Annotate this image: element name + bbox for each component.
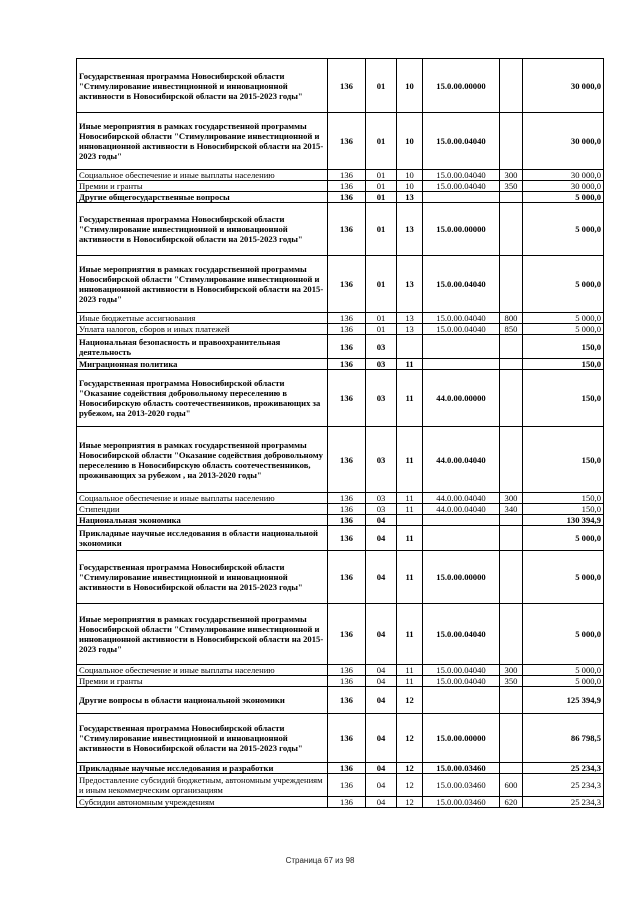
cell-section-code: 01: [366, 181, 397, 192]
cell-name: Национальная безопасность и правоохранительная деятельность: [77, 335, 328, 359]
cell-amount: 5 000,0: [523, 324, 604, 335]
cell-department-code: 136: [328, 493, 366, 504]
cell-expense-type: 600: [500, 774, 523, 797]
cell-department-code: 136: [328, 526, 366, 551]
cell-expense-type: [500, 427, 523, 493]
cell-amount: 150,0: [523, 427, 604, 493]
cell-amount: 30 000,0: [523, 113, 604, 170]
table-row: [77, 763, 604, 774]
cell-expense-type: [500, 192, 523, 203]
cell-amount: 30 000,0: [523, 59, 604, 113]
cell-expense-type: 800: [500, 313, 523, 324]
cell-subsection-code: 11: [397, 604, 423, 665]
cell-target-article: [423, 359, 500, 370]
cell-amount: 5 000,0: [523, 256, 604, 313]
cell-name: Стипендии: [77, 504, 328, 515]
cell-target-article: [423, 687, 500, 714]
cell-amount: 130 394,9: [523, 515, 604, 526]
cell-section-code: 04: [366, 551, 397, 604]
cell-amount: 5 000,0: [523, 203, 604, 256]
cell-subsection-code: 10: [397, 59, 423, 113]
table-row: [77, 359, 604, 370]
cell-target-article: 15.0.00.04040: [423, 676, 500, 687]
cell-subsection-code: 11: [397, 370, 423, 427]
cell-subsection-code: 11: [397, 427, 423, 493]
cell-department-code: 136: [328, 676, 366, 687]
cell-expense-type: [500, 687, 523, 714]
cell-department-code: 136: [328, 170, 366, 181]
cell-target-article: 15.0.00.03460: [423, 797, 500, 808]
cell-subsection-code: 13: [397, 203, 423, 256]
cell-target-article: [423, 526, 500, 551]
cell-expense-type: [500, 526, 523, 551]
cell-amount: 5 000,0: [523, 192, 604, 203]
cell-subsection-code: [397, 515, 423, 526]
cell-section-code: 04: [366, 714, 397, 763]
cell-department-code: 136: [328, 370, 366, 427]
cell-target-article: 44.0.00.04040: [423, 493, 500, 504]
cell-target-article: 15.0.00.00000: [423, 551, 500, 604]
cell-target-article: [423, 335, 500, 359]
cell-department-code: 136: [328, 427, 366, 493]
cell-name: Предоставление субсидий бюджетным, автономным учреждениям и иным некоммерческим организациям: [77, 774, 328, 797]
cell-subsection-code: 13: [397, 192, 423, 203]
budget-table: [76, 58, 604, 808]
cell-subsection-code: 10: [397, 181, 423, 192]
cell-section-code: 04: [366, 604, 397, 665]
cell-expense-type: [500, 515, 523, 526]
cell-name: Иные бюджетные ассигнования: [77, 313, 328, 324]
cell-subsection-code: 11: [397, 676, 423, 687]
cell-section-code: 04: [366, 515, 397, 526]
cell-amount: 5 000,0: [523, 604, 604, 665]
cell-department-code: 136: [328, 181, 366, 192]
cell-subsection-code: 11: [397, 359, 423, 370]
cell-section-code: 03: [366, 504, 397, 515]
budget-table-body: [77, 59, 604, 808]
cell-expense-type: 300: [500, 665, 523, 676]
cell-expense-type: 620: [500, 797, 523, 808]
table-row: [77, 504, 604, 515]
cell-department-code: 136: [328, 504, 366, 515]
cell-subsection-code: 12: [397, 714, 423, 763]
table-row: [77, 324, 604, 335]
cell-section-code: 04: [366, 526, 397, 551]
cell-name: Государственная программа Новосибирской области "Стимулирование инвестиционной и инновационной активности в Новосибирской области на 2015-2023 годы": [77, 551, 328, 604]
cell-department-code: 136: [328, 203, 366, 256]
cell-name: Иные мероприятия в рамках государственной программы Новосибирской области "Стимулирование инвестиционной и инновационной активности в Новосибирской области на 2015-2023 годы": [77, 604, 328, 665]
table-row: [77, 256, 604, 313]
cell-name: Социальное обеспечение и иные выплаты населению: [77, 170, 328, 181]
cell-amount: 5 000,0: [523, 676, 604, 687]
cell-amount: 25 234,3: [523, 797, 604, 808]
cell-target-article: 15.0.00.03460: [423, 774, 500, 797]
cell-subsection-code: 13: [397, 313, 423, 324]
cell-target-article: 15.0.00.04040: [423, 181, 500, 192]
cell-subsection-code: 11: [397, 665, 423, 676]
cell-subsection-code: 13: [397, 324, 423, 335]
table-row: [77, 59, 604, 113]
table-row: [77, 665, 604, 676]
cell-department-code: 136: [328, 313, 366, 324]
cell-name: Государственная программа Новосибирской области "Оказание содействия добровольному переселению в Новосибирскую область соотечественников, проживающих за рубежом, на 2013-2020 годы": [77, 370, 328, 427]
cell-target-article: 15.0.00.04040: [423, 170, 500, 181]
cell-name: Государственная программа Новосибирской области "Стимулирование инвестиционной и инновационной активности в Новосибирской области на 2015-2023 годы": [77, 203, 328, 256]
table-row: [77, 687, 604, 714]
cell-target-article: 15.0.00.04040: [423, 665, 500, 676]
cell-expense-type: [500, 113, 523, 170]
table-row: [77, 797, 604, 808]
cell-department-code: 136: [328, 763, 366, 774]
cell-subsection-code: 11: [397, 493, 423, 504]
cell-section-code: 03: [366, 370, 397, 427]
table-row: [77, 181, 604, 192]
cell-name: Национальная экономика: [77, 515, 328, 526]
cell-name: Уплата налогов, сборов и иных платежей: [77, 324, 328, 335]
table-row: [77, 714, 604, 763]
cell-expense-type: [500, 714, 523, 763]
cell-subsection-code: 10: [397, 113, 423, 170]
cell-section-code: 03: [366, 493, 397, 504]
table-row: [77, 515, 604, 526]
cell-section-code: 01: [366, 170, 397, 181]
cell-section-code: 04: [366, 676, 397, 687]
cell-amount: 125 394,9: [523, 687, 604, 714]
table-row: [77, 526, 604, 551]
cell-department-code: 136: [328, 515, 366, 526]
cell-expense-type: 350: [500, 676, 523, 687]
cell-amount: 5 000,0: [523, 665, 604, 676]
cell-name: Другие вопросы в области национальной экономики: [77, 687, 328, 714]
cell-target-article: 15.0.00.04040: [423, 604, 500, 665]
cell-target-article: 15.0.00.00000: [423, 714, 500, 763]
page-number: Страница 67 из 98: [285, 856, 355, 865]
cell-subsection-code: 12: [397, 774, 423, 797]
cell-amount: 5 000,0: [523, 313, 604, 324]
table-row: [77, 493, 604, 504]
cell-expense-type: [500, 604, 523, 665]
cell-target-article: [423, 192, 500, 203]
cell-amount: 150,0: [523, 359, 604, 370]
cell-section-code: 03: [366, 335, 397, 359]
cell-department-code: 136: [328, 324, 366, 335]
cell-target-article: [423, 515, 500, 526]
cell-subsection-code: 12: [397, 763, 423, 774]
cell-amount: 150,0: [523, 370, 604, 427]
cell-department-code: 136: [328, 551, 366, 604]
cell-name: Премии и гранты: [77, 676, 328, 687]
cell-name: Прикладные научные исследования и разработки: [77, 763, 328, 774]
cell-name: Государственная программа Новосибирской области "Стимулирование инвестиционной и инновационной активности в Новосибирской области на 2015-2023 годы": [77, 59, 328, 113]
cell-section-code: 04: [366, 774, 397, 797]
table-row: [77, 192, 604, 203]
cell-target-article: 15.0.00.04040: [423, 324, 500, 335]
cell-target-article: 15.0.00.00000: [423, 59, 500, 113]
cell-target-article: 44.0.00.04040: [423, 427, 500, 493]
cell-department-code: 136: [328, 59, 366, 113]
table-row: [77, 604, 604, 665]
cell-department-code: 136: [328, 113, 366, 170]
cell-section-code: 04: [366, 797, 397, 808]
cell-department-code: 136: [328, 714, 366, 763]
table-row: [77, 113, 604, 170]
cell-amount: 150,0: [523, 504, 604, 515]
table-row: [77, 313, 604, 324]
cell-target-article: 44.0.00.04040: [423, 504, 500, 515]
cell-expense-type: [500, 359, 523, 370]
table-row: [77, 370, 604, 427]
cell-target-article: 44.0.00.00000: [423, 370, 500, 427]
cell-name: Прикладные научные исследования в области национальной экономики: [77, 526, 328, 551]
cell-subsection-code: 11: [397, 504, 423, 515]
cell-department-code: 136: [328, 335, 366, 359]
cell-department-code: 136: [328, 604, 366, 665]
table-row: [77, 551, 604, 604]
cell-amount: 25 234,3: [523, 774, 604, 797]
cell-section-code: 03: [366, 427, 397, 493]
cell-subsection-code: 11: [397, 551, 423, 604]
cell-department-code: 136: [328, 192, 366, 203]
cell-subsection-code: 11: [397, 526, 423, 551]
cell-section-code: 01: [366, 192, 397, 203]
cell-section-code: 03: [366, 359, 397, 370]
cell-department-code: 136: [328, 665, 366, 676]
cell-target-article: 15.0.00.00000: [423, 203, 500, 256]
cell-section-code: 04: [366, 665, 397, 676]
cell-name: Премии и гранты: [77, 181, 328, 192]
cell-name: Социальное обеспечение и иные выплаты населению: [77, 493, 328, 504]
cell-expense-type: 300: [500, 170, 523, 181]
cell-department-code: 136: [328, 256, 366, 313]
cell-section-code: 04: [366, 763, 397, 774]
table-row: [77, 203, 604, 256]
cell-target-article: 15.0.00.03460: [423, 763, 500, 774]
cell-department-code: 136: [328, 797, 366, 808]
cell-expense-type: [500, 59, 523, 113]
cell-target-article: 15.0.00.04040: [423, 256, 500, 313]
cell-subsection-code: 13: [397, 256, 423, 313]
cell-amount: 30 000,0: [523, 181, 604, 192]
cell-name: Другие общегосударственные вопросы: [77, 192, 328, 203]
cell-subsection-code: [397, 335, 423, 359]
cell-subsection-code: 12: [397, 687, 423, 714]
table-row: [77, 774, 604, 797]
cell-expense-type: 850: [500, 324, 523, 335]
cell-amount: 30 000,0: [523, 170, 604, 181]
table-row: [77, 427, 604, 493]
table-row: [77, 170, 604, 181]
cell-name: Миграционная политика: [77, 359, 328, 370]
cell-expense-type: [500, 256, 523, 313]
cell-name: Иные мероприятия в рамках государственной программы Новосибирской области "Оказание содействия добровольному переселению в Новосибирскую область соотечественников, проживающих за рубежом , на 2013-2020 годы": [77, 427, 328, 493]
cell-section-code: 01: [366, 203, 397, 256]
cell-department-code: 136: [328, 774, 366, 797]
table-row: [77, 335, 604, 359]
cell-target-article: 15.0.00.04040: [423, 113, 500, 170]
cell-amount: 150,0: [523, 493, 604, 504]
cell-department-code: 136: [328, 359, 366, 370]
cell-expense-type: [500, 335, 523, 359]
cell-subsection-code: 10: [397, 170, 423, 181]
cell-expense-type: 300: [500, 493, 523, 504]
cell-section-code: 04: [366, 687, 397, 714]
cell-expense-type: [500, 763, 523, 774]
cell-name: Субсидии автономным учреждениям: [77, 797, 328, 808]
cell-subsection-code: 12: [397, 797, 423, 808]
cell-amount: 86 798,5: [523, 714, 604, 763]
table-row: [77, 676, 604, 687]
cell-name: Иные мероприятия в рамках государственной программы Новосибирской области "Стимулирование инвестиционной и инновационной активности в Новосибирской области на 2015-2023 годы": [77, 113, 328, 170]
cell-section-code: 01: [366, 59, 397, 113]
cell-expense-type: [500, 203, 523, 256]
cell-department-code: 136: [328, 687, 366, 714]
cell-section-code: 01: [366, 324, 397, 335]
cell-amount: 150,0: [523, 335, 604, 359]
cell-expense-type: 350: [500, 181, 523, 192]
cell-amount: 25 234,3: [523, 763, 604, 774]
cell-expense-type: 340: [500, 504, 523, 515]
cell-expense-type: [500, 551, 523, 604]
cell-section-code: 01: [366, 313, 397, 324]
cell-amount: 5 000,0: [523, 526, 604, 551]
cell-section-code: 01: [366, 256, 397, 313]
cell-name: Государственная программа Новосибирской области "Стимулирование инвестиционной и инновационной активности в Новосибирской области на 2015-2023 годы": [77, 714, 328, 763]
cell-amount: 5 000,0: [523, 551, 604, 604]
cell-name: Социальное обеспечение и иные выплаты населению: [77, 665, 328, 676]
cell-name: Иные мероприятия в рамках государственной программы Новосибирской области "Стимулирование инвестиционной и инновационной активности в Новосибирской области на 2015-2023 годы": [77, 256, 328, 313]
cell-section-code: 01: [366, 113, 397, 170]
cell-expense-type: [500, 370, 523, 427]
cell-target-article: 15.0.00.04040: [423, 313, 500, 324]
